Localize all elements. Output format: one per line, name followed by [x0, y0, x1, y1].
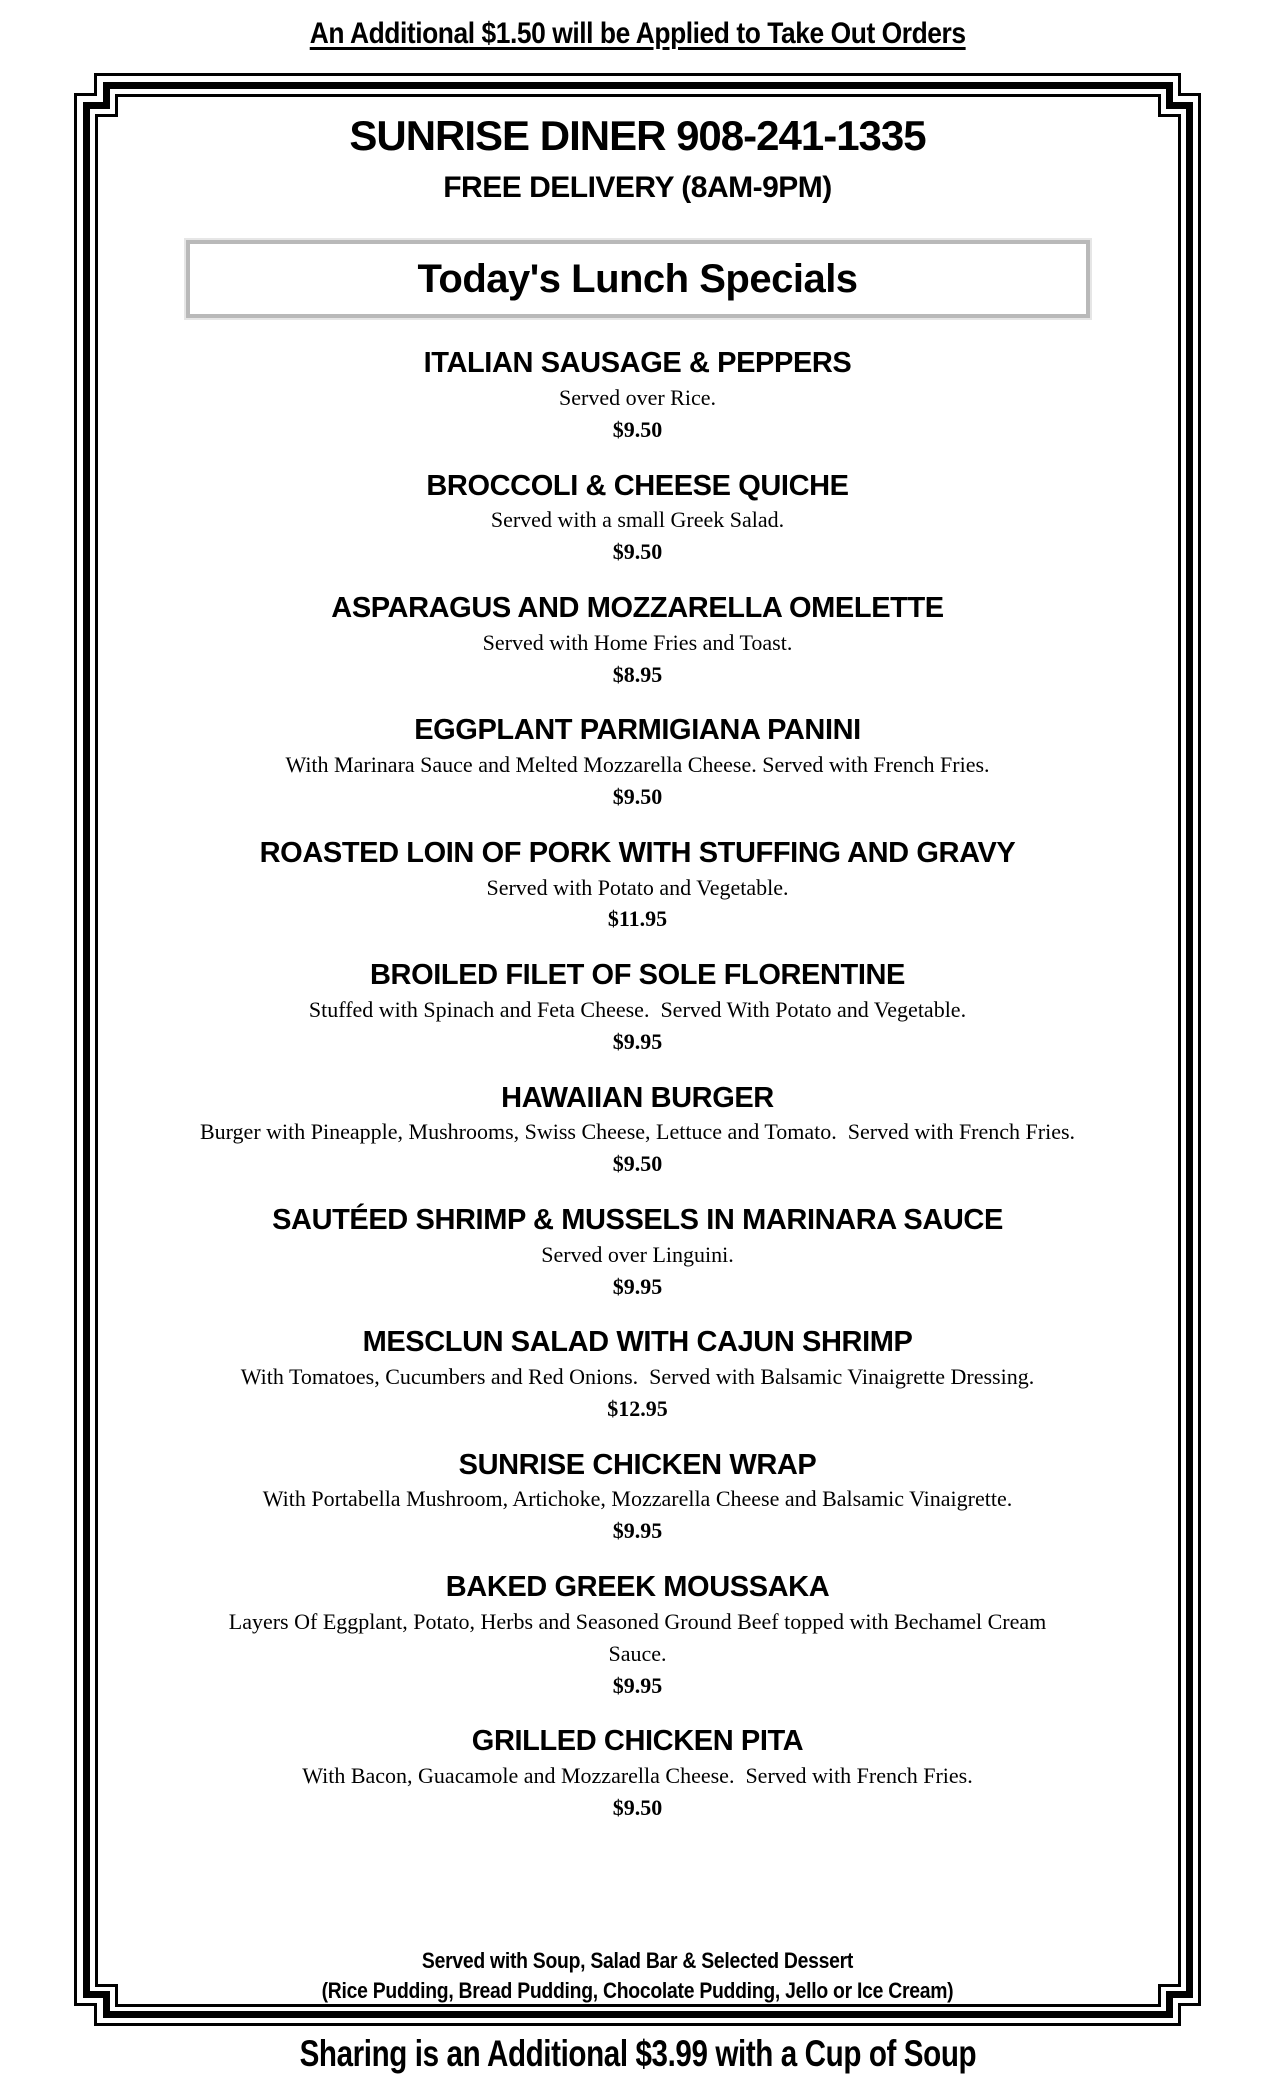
menu-item-price: $11.95	[607, 906, 668, 932]
included-sides-note	[0, 1946, 1275, 2005]
menu-item-price: $9.50	[612, 416, 663, 442]
sharing-surcharge-text: Sharing is an Additional $3.99 with a Cup of Soup	[299, 2033, 976, 2074]
menu-item-name: ROASTED LOIN OF PORK WITH STUFFING AND GRAVY	[259, 836, 1016, 869]
menu-item-description: Served with a small Greek Salad.	[490, 507, 785, 533]
menu-item-description: With Bacon, Guacamole and Mozzarella Cheese. Served with French Fries.	[302, 1763, 973, 1789]
menu-item-description: Layers Of Eggplant, Potato, Herbs and Seasoned Ground Beef topped with Bechamel Cream Sauce.	[228, 1608, 1052, 1666]
specials-title-box	[186, 240, 1090, 318]
sharing-surcharge-notice	[0, 2032, 1275, 2076]
menu-items-list	[0, 346, 1275, 1822]
menu-item-price: $9.95	[612, 1028, 663, 1054]
menu-item	[0, 958, 1275, 1056]
restaurant-title: SUNRISE DINER 908-241-1335	[349, 112, 926, 159]
menu-item	[0, 591, 1275, 689]
menu-item-price: $9.95	[612, 1518, 663, 1544]
menu-item	[0, 469, 1275, 567]
menu-item	[0, 346, 1275, 444]
menu-item-description: Served with Home Fries and Toast.	[482, 629, 793, 655]
takeout-surcharge-notice	[0, 16, 1275, 52]
menu-item-name: SAUTÉED SHRIMP & MUSSELS IN MARINARA SAUCE	[272, 1203, 1003, 1236]
menu-item-price: $9.50	[612, 1151, 663, 1177]
menu-item	[0, 713, 1275, 811]
menu-item	[0, 1203, 1275, 1301]
menu-item	[0, 1570, 1275, 1700]
delivery-info: FREE DELIVERY (8AM-9PM)	[443, 171, 832, 205]
menu-item-name: ASPARAGUS AND MOZZARELLA OMELETTE	[331, 592, 944, 625]
menu-item-name: BROILED FILET OF SOLE FLORENTINE	[370, 959, 905, 992]
menu-item	[0, 1325, 1275, 1423]
menu-item-name: ITALIAN SAUSAGE & PEPPERS	[423, 347, 852, 380]
menu-item-price: $9.95	[612, 1273, 663, 1299]
menu-item-description: Served with Potato and Vegetable.	[486, 874, 789, 900]
menu-item-description: With Portabella Mushroom, Artichoke, Mozzarella Cheese and Balsamic Vinaigrette.	[262, 1486, 1013, 1512]
menu-item-name: GRILLED CHICKEN PITA	[471, 1725, 804, 1758]
menu-item-price: $12.95	[607, 1395, 668, 1421]
menu-item-price: $8.95	[612, 661, 663, 687]
menu-item-name: SUNRISE CHICKEN WRAP	[458, 1448, 817, 1481]
menu-item-name: EGGPLANT PARMIGIANA PANINI	[414, 714, 861, 747]
menu-item-name: HAWAIIAN BURGER	[501, 1081, 774, 1114]
menu-item-price: $9.50	[612, 784, 663, 810]
menu-item-price: $9.50	[612, 1795, 663, 1820]
menu-item-name: BROCCOLI & CHEESE QUICHE	[426, 469, 849, 502]
menu-item-price: $9.95	[612, 1672, 663, 1698]
dessert-options-text: (Rice Pudding, Bread Pudding, Chocolate Pudding, Jello or Ice Cream)	[321, 1977, 954, 2003]
menu-item	[0, 1081, 1275, 1179]
menu-item-price: $9.50	[612, 539, 663, 565]
menu-item	[0, 1724, 1275, 1822]
menu-item-name: MESCLUN SALAD WITH CAJUN SHRIMP	[362, 1326, 913, 1359]
included-sides-text: Served with Soup, Salad Bar & Selected Dessert	[421, 1948, 854, 1973]
menu-item-name: BAKED GREEK MOUSSAKA	[445, 1571, 830, 1604]
menu-item-description: Burger with Pineapple, Mushrooms, Swiss Cheese, Lettuce and Tomato. Served with French Fries.	[199, 1119, 1076, 1145]
specials-title: Today's Lunch Specials	[417, 257, 858, 302]
menu-item-description: With Tomatoes, Cucumbers and Red Onions. Served with Balsamic Vinaigrette Dressing.	[240, 1364, 1035, 1390]
menu-item-description: Served over Linguini.	[541, 1241, 734, 1267]
menu-item-description: With Marinara Sauce and Melted Mozzarella Cheese. Served with French Fries.	[285, 752, 990, 778]
menu-item-description: Served over Rice.	[559, 385, 716, 411]
takeout-surcharge-text: An Additional $1.50 will be Applied to Take Out Orders	[309, 17, 966, 50]
menu-item	[0, 1448, 1275, 1546]
menu-item	[0, 836, 1275, 934]
menu-item-description: Stuffed with Spinach and Feta Cheese. Served With Potato and Vegetable.	[308, 996, 967, 1022]
menu-content	[0, 112, 1275, 1847]
